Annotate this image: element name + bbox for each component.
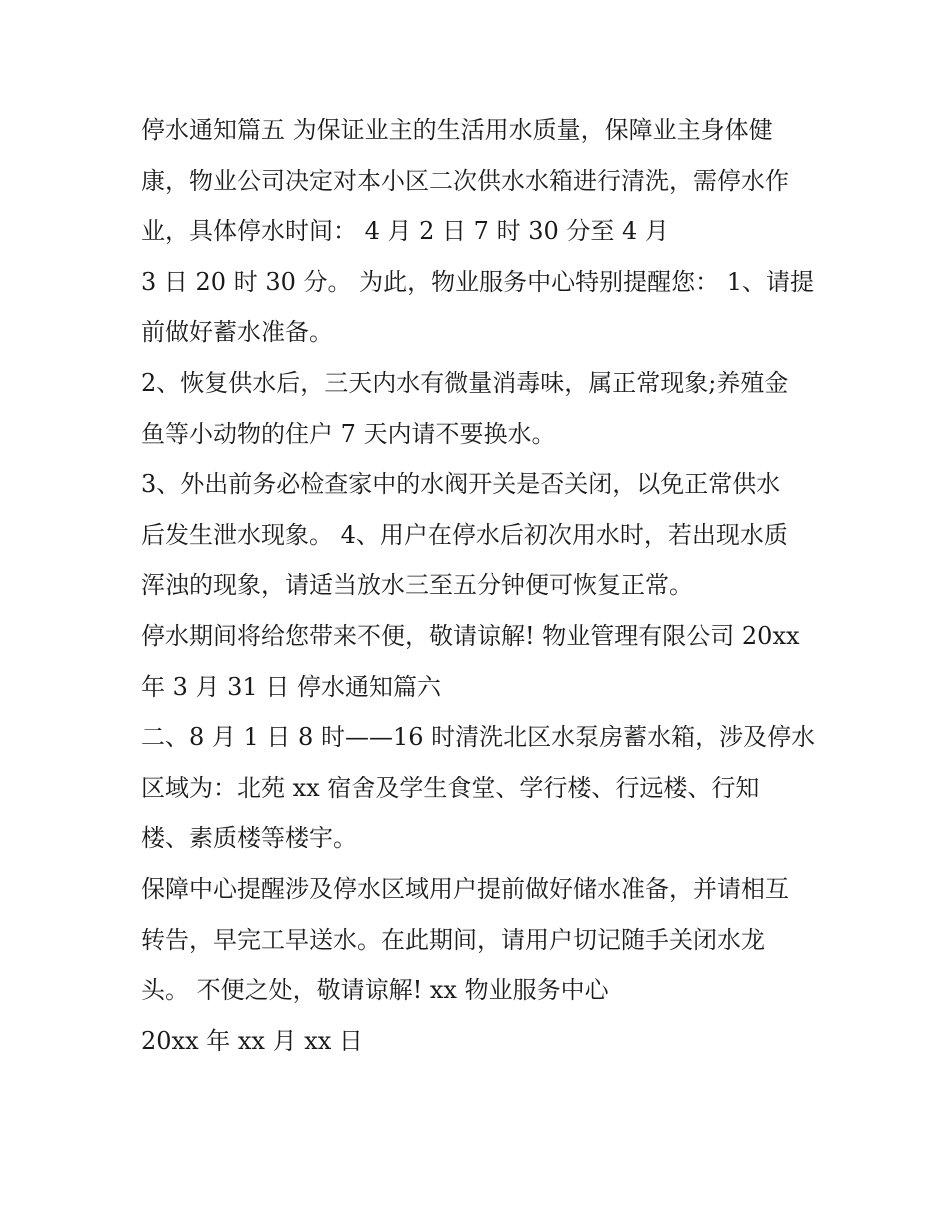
text-line: 3、外出前务必检查家中的水阀开关是否关闭，以免正常供水 [141, 470, 781, 498]
text-line: 区域为：北苑 xx 宿舍及学生食堂、学行楼、行远楼、行知 [141, 774, 760, 802]
text-line: 20xx 年 xx 月 xx 日 [141, 1027, 363, 1055]
text-line: 二、8 月 1 日 8 时——16 时清洗北区水泵房蓄水箱，涉及停水 [141, 723, 816, 751]
text-line: 鱼等小动物的住户 7 天内请不要换水。 [141, 420, 556, 448]
text-line: 保障中心提醒涉及停水区域用户提前做好储水准备，并请相互 [141, 875, 789, 903]
text-line: 业，具体停水时间： 4 月 2 日 7 时 30 分至 4 月 [141, 217, 669, 245]
text-line: 2、恢复供水后，三天内水有微量消毒味，属正常现象;养殖金 [141, 369, 789, 397]
text-line: 前做好蓄水准备。 [141, 318, 333, 346]
text-line: 转告，早完工早送水。在此期间，请用户切记随手关闭水龙 [141, 926, 765, 954]
text-line: 后发生泄水现象。 4、用户在停水后初次用水时，若出现水质 [141, 521, 788, 549]
text-line: 头。 不便之处，敬请谅解! xx 物业服务中心 [141, 976, 609, 1004]
text-line: 停水期间将给您带来不便，敬请谅解! 物业管理有限公司 20xx [141, 622, 800, 650]
text-line: 浑浊的现象，请适当放水三至五分钟便可恢复正常。 [141, 571, 693, 599]
text-line: 停水通知篇五 为保证业主的生活用水质量，保障业主身体健 [141, 116, 773, 144]
text-line: 年 3 月 31 日 停水通知篇六 [141, 673, 441, 701]
text-line: 康，物业公司决定对本小区二次供水水箱进行清洗，需停水作 [141, 167, 789, 195]
text-line: 3 日 20 时 30 分。 为此，物业服务中心特别提醒您： 1、请提 [141, 268, 815, 296]
text-line: 楼、素质楼等楼宇。 [141, 824, 357, 852]
